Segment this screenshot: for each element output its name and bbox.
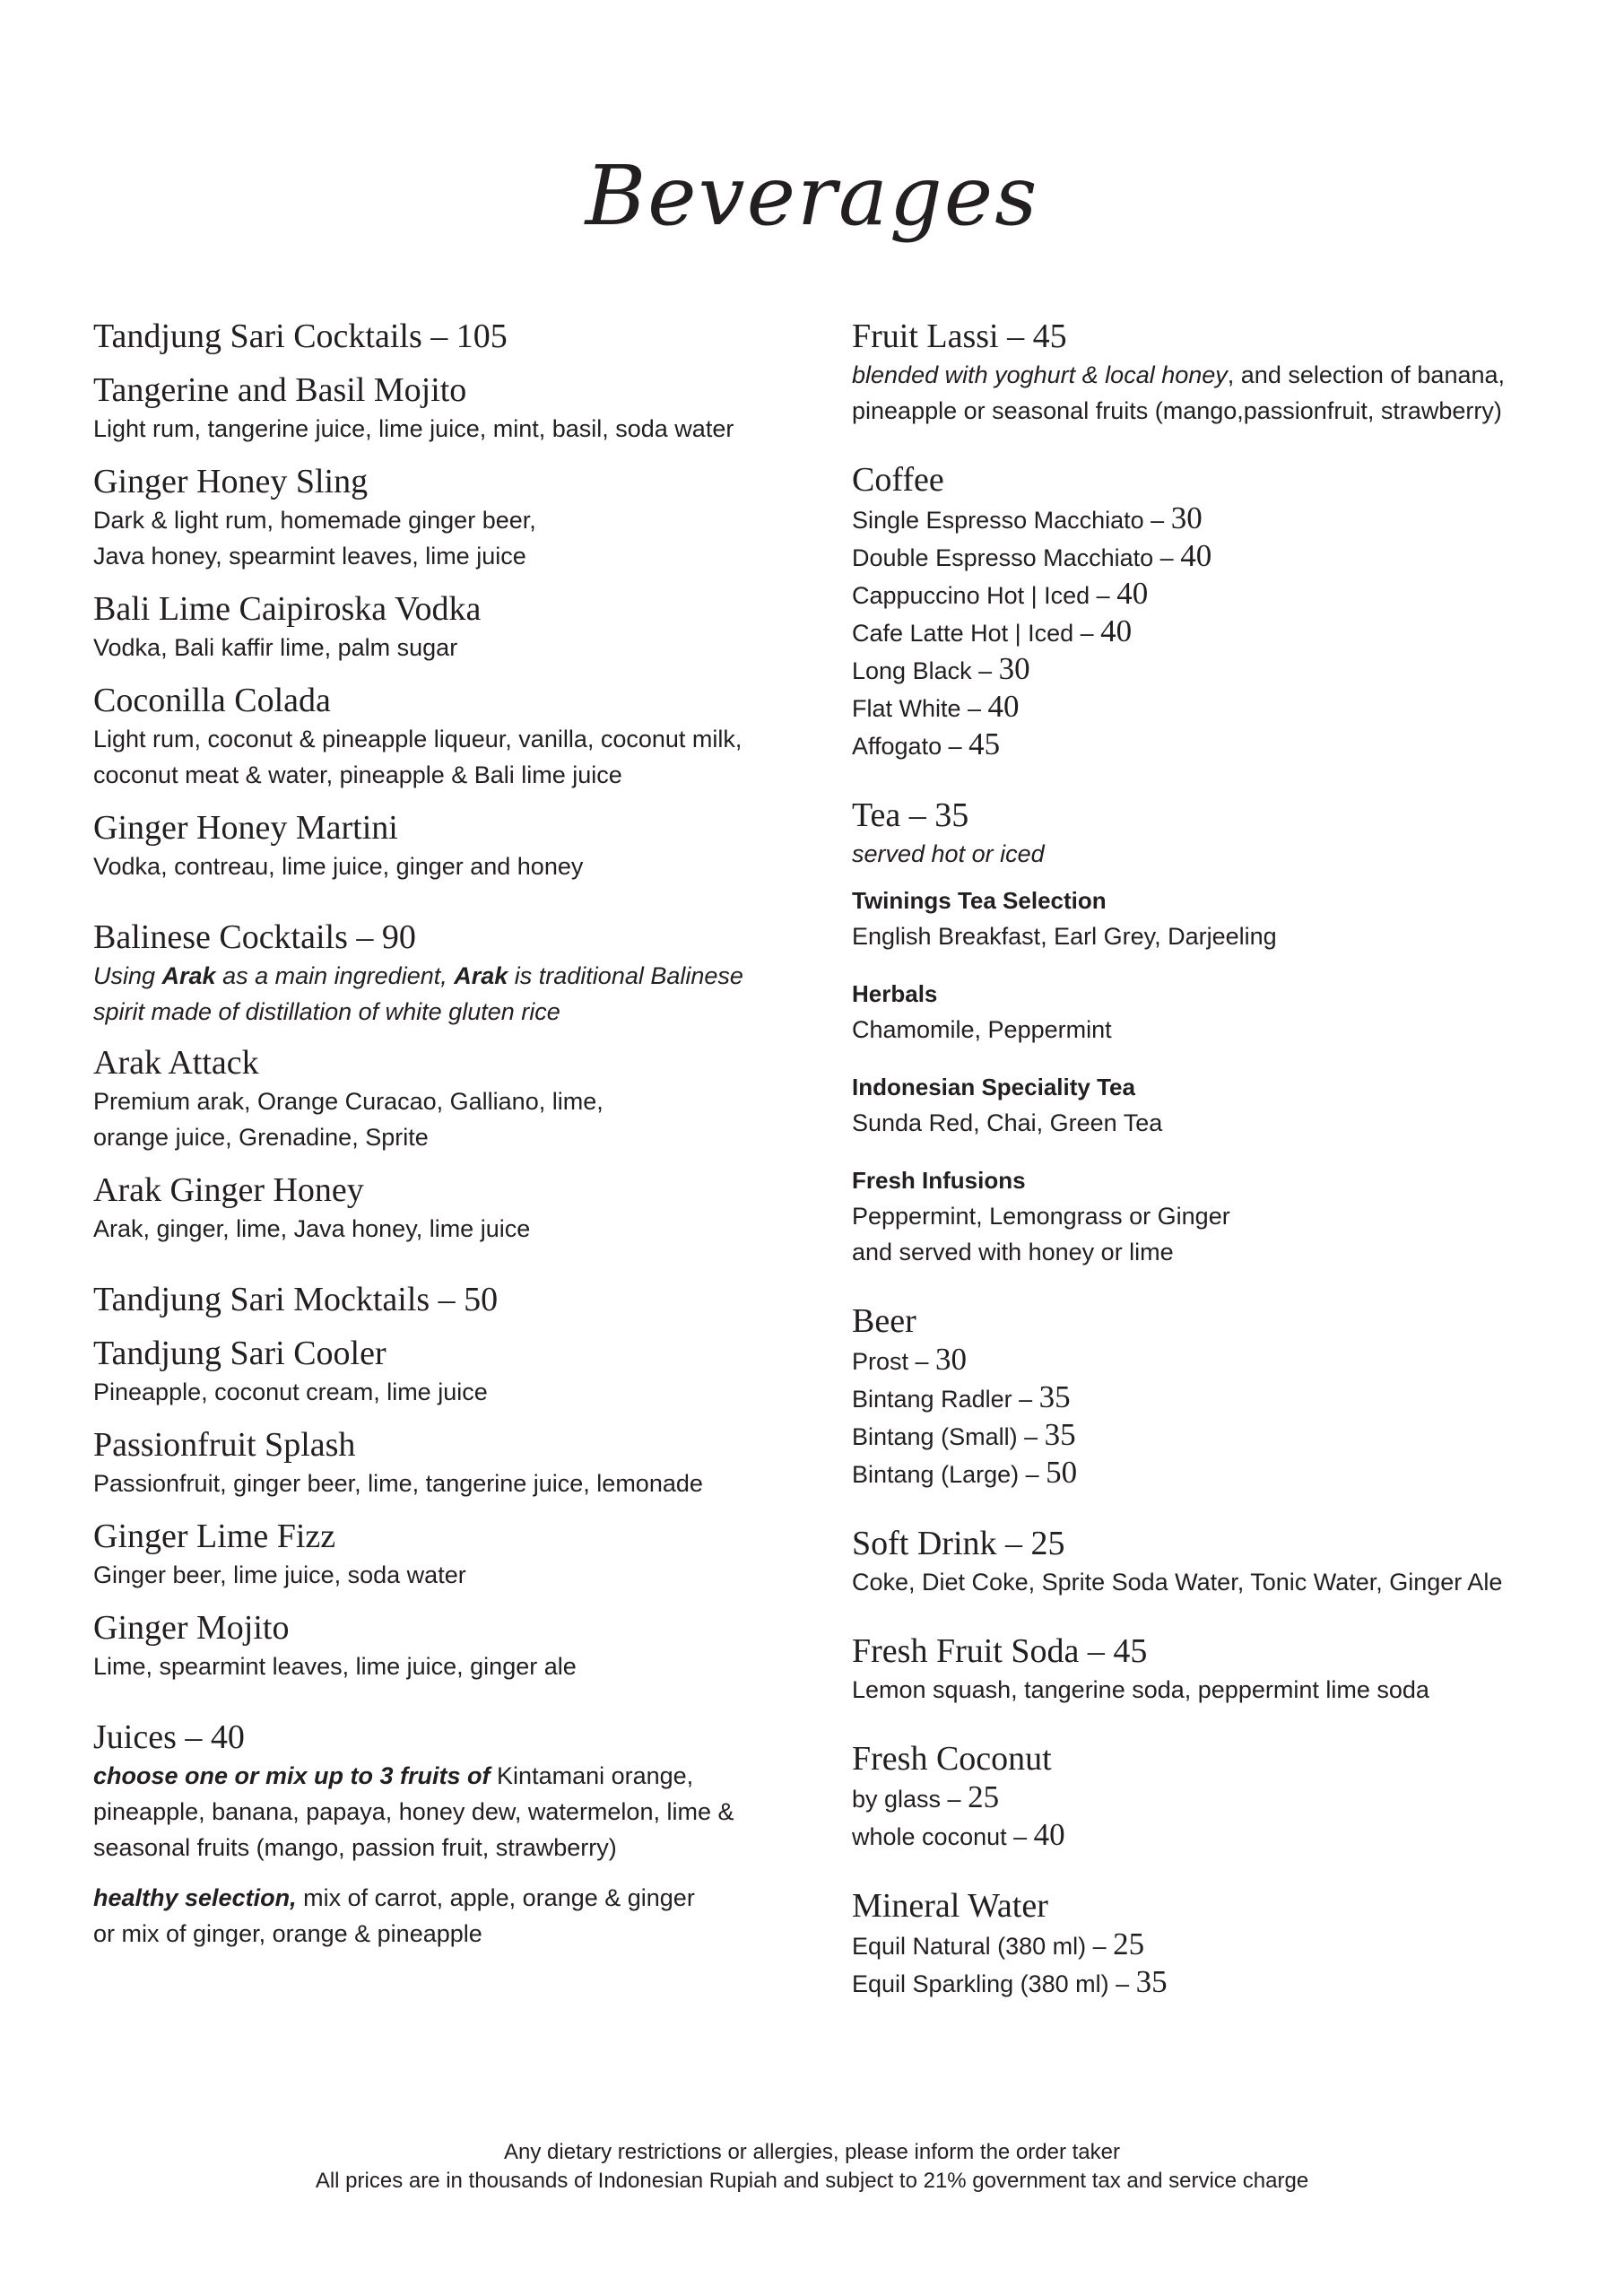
price-line: Double Espresso Macchiato – 40	[852, 538, 1212, 573]
price-line: Affogato – 45	[852, 726, 1001, 761]
item-name: Bali Lime Caipiroska Vodka	[93, 590, 482, 628]
lassi-section	[852, 316, 1587, 429]
item-name: Ginger Mojito	[93, 1609, 290, 1647]
item-name: Arak Attack	[93, 1044, 259, 1082]
dietary-note: Any dietary restrictions or allergies, please inform the order taker	[504, 2140, 1120, 2164]
price-line: Equil Natural (380 ml) – 25	[852, 1926, 1145, 1961]
item-name: Coconilla Colada	[93, 682, 331, 719]
menu-item	[93, 1170, 811, 1247]
section-heading: Fruit Lassi – 45	[852, 317, 1067, 355]
section-description: blended with yoghurt & local honey, and selection of banana,	[852, 361, 1506, 388]
healthy-selection: healthy selection, mix of carrot, apple, orange & ginger	[93, 1884, 695, 1911]
menu-item	[93, 1607, 811, 1684]
section-heading: Fresh Fruit Soda – 45	[852, 1632, 1148, 1670]
item-description: Dark & light rum, homemade ginger beer,	[93, 507, 536, 534]
item-description: Ginger beer, lime juice, soda water	[93, 1561, 466, 1588]
tea-group-title: Indonesian Speciality Tea	[852, 1074, 1135, 1100]
menu-item	[93, 588, 811, 665]
item-name: Tangerine and Basil Mojito	[93, 371, 467, 409]
section-description: Lemon squash, tangerine soda, peppermint lime soda	[852, 1676, 1429, 1703]
item-name: Passionfruit Splash	[93, 1426, 356, 1464]
menu-item	[93, 1333, 811, 1410]
price-line: whole coconut – 40	[852, 1817, 1065, 1852]
section-heading: Fresh Coconut	[852, 1740, 1052, 1778]
section-heading: Soft Drink – 25	[852, 1525, 1065, 1562]
healthy-selection: or mix of ginger, orange & pineapple	[93, 1920, 482, 1947]
menu-item	[93, 1516, 811, 1593]
item-name: Ginger Honey Martini	[93, 809, 398, 847]
item-description: Vodka, Bali kaffir lime, palm sugar	[93, 634, 458, 661]
item-description: coconut meat & water, pineapple & Bali lime juice	[93, 761, 622, 788]
tea-group-title: Twinings Tea Selection	[852, 887, 1107, 914]
menu-item	[93, 1424, 811, 1501]
section-description: pineapple, banana, papaya, honey dew, watermelon, lime &	[93, 1798, 734, 1825]
item-name: Ginger Honey Sling	[93, 463, 369, 500]
tea-group	[852, 1162, 1587, 1270]
tea-group	[852, 1069, 1587, 1141]
item-description: Arak, ginger, lime, Java honey, lime juice	[93, 1215, 531, 1242]
item-description: Passionfruit, ginger beer, lime, tangerine juice, lemonade	[93, 1470, 703, 1497]
price-line: Long Black – 30	[852, 651, 1030, 686]
price-line: Bintang (Small) – 35	[852, 1417, 1076, 1452]
price-line: Cappuccino Hot | Iced – 40	[852, 576, 1149, 611]
left-column	[93, 316, 811, 1952]
juices-section	[93, 1717, 811, 1952]
section-heading: Tea – 35	[852, 796, 969, 834]
section-heading: Coffee	[852, 461, 944, 499]
menu-item	[93, 807, 811, 884]
beer-section	[852, 1300, 1587, 1492]
right-column	[852, 316, 1587, 2002]
menu-title: Beverages	[585, 148, 1039, 244]
tea-group-list: and served with honey or lime	[852, 1239, 1174, 1265]
price-line: Flat White – 40	[852, 689, 1020, 724]
tea-group	[852, 883, 1587, 954]
menu-item	[93, 461, 811, 574]
signature-cocktails-section	[93, 316, 811, 884]
item-description: Vodka, contreau, lime juice, ginger and honey	[93, 853, 584, 880]
section-heading: Balinese Cocktails – 90	[93, 918, 416, 956]
tea-group-title: Fresh Infusions	[852, 1167, 1026, 1194]
section-heading: Mineral Water	[852, 1887, 1048, 1925]
section-description: Coke, Diet Coke, Sprite Soda Water, Tonic Water, Ginger Ale	[852, 1569, 1503, 1596]
price-line: Bintang Radler – 35	[852, 1379, 1071, 1414]
section-heading: Juices – 40	[93, 1718, 245, 1756]
item-name: Ginger Lime Fizz	[93, 1518, 336, 1555]
section-intro: Using Arak as a main ingredient, Arak is traditional Balinese	[93, 962, 743, 989]
tea-note: served hot or iced	[852, 840, 1045, 867]
section-heading: Tandjung Sari Mocktails – 50	[93, 1281, 499, 1318]
section-description: choose one or mix up to 3 fruits of Kintamani orange,	[93, 1762, 694, 1789]
coconut-section	[852, 1738, 1587, 1855]
section-heading: Beer	[852, 1302, 916, 1340]
balinese-cocktails-section	[93, 917, 811, 1247]
price-line: Cafe Latte Hot | Iced – 40	[852, 613, 1133, 648]
price-line: Single Espresso Macchiato – 30	[852, 500, 1203, 535]
mineral-water-section	[852, 1885, 1587, 2002]
item-description: orange juice, Grenadine, Sprite	[93, 1124, 429, 1151]
soft-drink-section	[852, 1523, 1587, 1600]
menu-item	[93, 680, 811, 793]
tea-group-title: Herbals	[852, 980, 938, 1007]
fruit-soda-section	[852, 1631, 1587, 1708]
price-line: Bintang (Large) – 50	[852, 1455, 1078, 1490]
menu-item	[93, 1042, 811, 1155]
tea-section	[852, 795, 1587, 1270]
price-line: Equil Sparkling (380 ml) – 35	[852, 1964, 1168, 1999]
item-name: Tandjung Sari Cooler	[93, 1335, 386, 1372]
price-line: Prost – 30	[852, 1342, 968, 1377]
item-description: Pineapple, coconut cream, lime juice	[93, 1378, 488, 1405]
item-description: Light rum, tangerine juice, lime juice, mint, basil, soda water	[93, 415, 734, 442]
tax-note: All prices are in thousands of Indonesian Rupiah and subject to 21% government tax and service charge	[315, 2169, 1309, 2193]
tea-group-list: Sunda Red, Chai, Green Tea	[852, 1109, 1163, 1136]
item-name: Arak Ginger Honey	[93, 1171, 364, 1209]
tea-group-list: English Breakfast, Earl Grey, Darjeeling	[852, 923, 1277, 950]
tea-group-list: Chamomile, Peppermint	[852, 1016, 1112, 1043]
tea-group-list: Peppermint, Lemongrass or Ginger	[852, 1203, 1230, 1230]
section-intro: spirit made of distillation of white gluten rice	[93, 998, 560, 1025]
section-description: seasonal fruits (mango, passion fruit, strawberry)	[93, 1834, 617, 1861]
item-description: Premium arak, Orange Curacao, Galliano, lime,	[93, 1088, 604, 1115]
section-heading: Tandjung Sari Cocktails – 105	[93, 317, 508, 355]
footer-note	[0, 2138, 1624, 2196]
item-description: Lime, spearmint leaves, lime juice, ginger ale	[93, 1653, 577, 1680]
section-description: pineapple or seasonal fruits (mango,passionfruit, strawberry)	[852, 397, 1502, 424]
item-description: Java honey, spearmint leaves, lime juice	[93, 543, 526, 570]
tea-group	[852, 976, 1587, 1048]
mocktails-section	[93, 1279, 811, 1684]
price-line: by glass – 25	[852, 1779, 1000, 1814]
item-description: Light rum, coconut & pineapple liqueur, vanilla, coconut milk,	[93, 726, 743, 752]
coffee-section	[852, 459, 1587, 764]
menu-item	[93, 370, 811, 447]
